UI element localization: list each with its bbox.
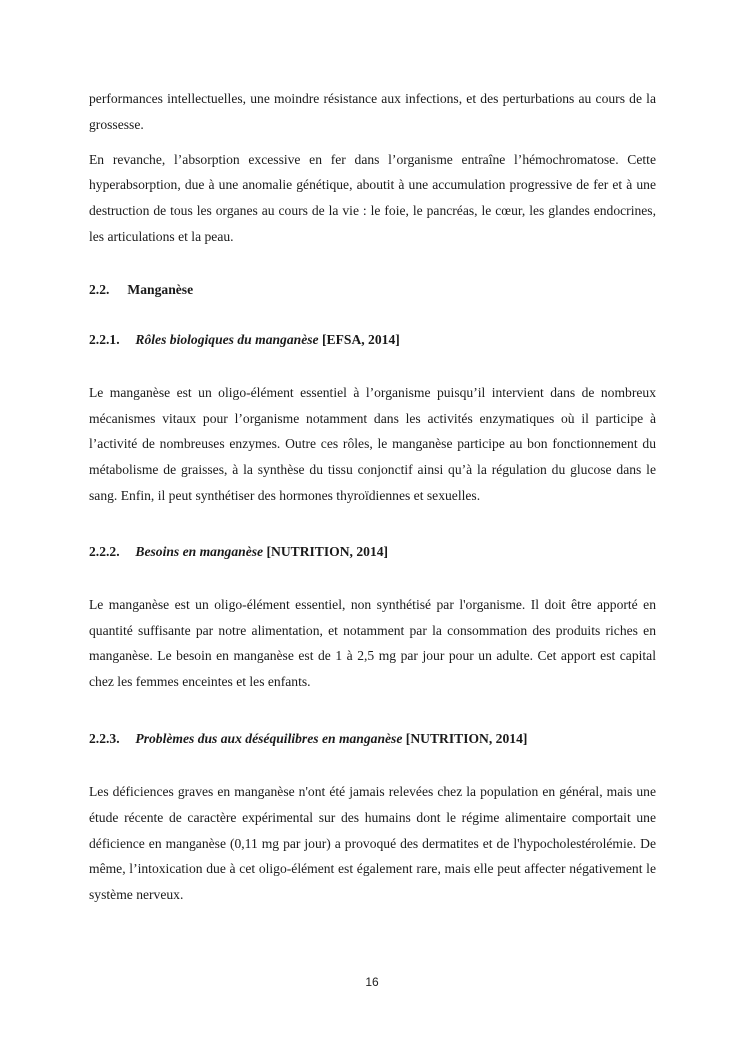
section-number: 2.2. xyxy=(89,281,110,297)
paragraph-manganese-roles: Le manganèse est un oligo-élément essentiel à l’organisme puisqu’il intervient dans de nombreux mécanismes vitaux pour l’organisme notamment dans les activités enzymatiques où il participe à l’activité de nombreuses enzymes. Outre ces rôles, le manganèse participe au bon fonctionnement du métabolisme de graisses, à la synthèse du tissu conjonctif ainsi qu’à la régulation du glucose dans le sang. Enfin, il peut synthétiser des hormones thyroïdiennes et sexuelles. xyxy=(89,384,656,503)
section-title: Manganèse xyxy=(127,281,194,297)
subsection-number: 2.2.1. xyxy=(89,331,120,347)
subsection-title: Problèmes dus aux déséquilibres en manganèse xyxy=(135,730,403,746)
subsection-heading-problems xyxy=(89,729,656,749)
page-body xyxy=(89,86,656,908)
subsection-reference: [NUTRITION, 2014] xyxy=(405,730,528,746)
subsection-title: Besoins en manganèse xyxy=(135,543,264,559)
section-heading-manganese xyxy=(89,280,656,300)
subsection-heading-needs xyxy=(89,542,656,562)
paragraph-hemochromatosis: En revanche, l’absorption excessive en fer dans l’organisme entraîne l’hémochromatose. Cette hyperabsorption, due à une anomalie génétique, aboutit à une accumulation progressive de fer et à une destruction de tous les organes au cours de la vie : le foie, le pancréas, le cœur, les glandes endocrines, les articulations et la peau. xyxy=(89,151,656,244)
subsection-number: 2.2.3. xyxy=(89,730,120,746)
subsection-heading-roles xyxy=(89,330,656,350)
paragraph-iron-deficiency-end: performances intellectuelles, une moindre résistance aux infections, et des perturbations au cours de la grossesse. xyxy=(89,91,656,132)
subsection-title: Rôles biologiques du manganèse xyxy=(135,331,319,347)
subsection-number: 2.2.2. xyxy=(89,543,120,559)
subsection-reference: [EFSA, 2014] xyxy=(321,331,400,347)
paragraph-manganese-needs: Le manganèse est un oligo-élément essentiel, non synthétisé par l'organisme. Il doit être apporté en quantité suffisante par notre alimentation, et notamment par la consommation des produits riches en manganèse. Le besoin en manganèse est de 1 à 2,5 mg par jour pour un adulte. Cet apport est capital chez les femmes enceintes et les enfants. xyxy=(89,596,656,690)
subsection-reference: [NUTRITION, 2014] xyxy=(266,543,389,559)
paragraph-manganese-problems: Les déficiences graves en manganèse n'ont été jamais relevées chez la population en général, mais une étude récente de caractère expérimental sur des humains dont le régime alimentaire comportait une déficience en manganèse (0,11 mg par jour) a provoqué des dermatites et de l'hypocholestérolémie. De même, l’intoxication due à cet oligo-élément est également rare, mais elle peut affecter négativement le système nerveux. xyxy=(89,783,656,903)
page-number: 16 xyxy=(365,975,379,989)
